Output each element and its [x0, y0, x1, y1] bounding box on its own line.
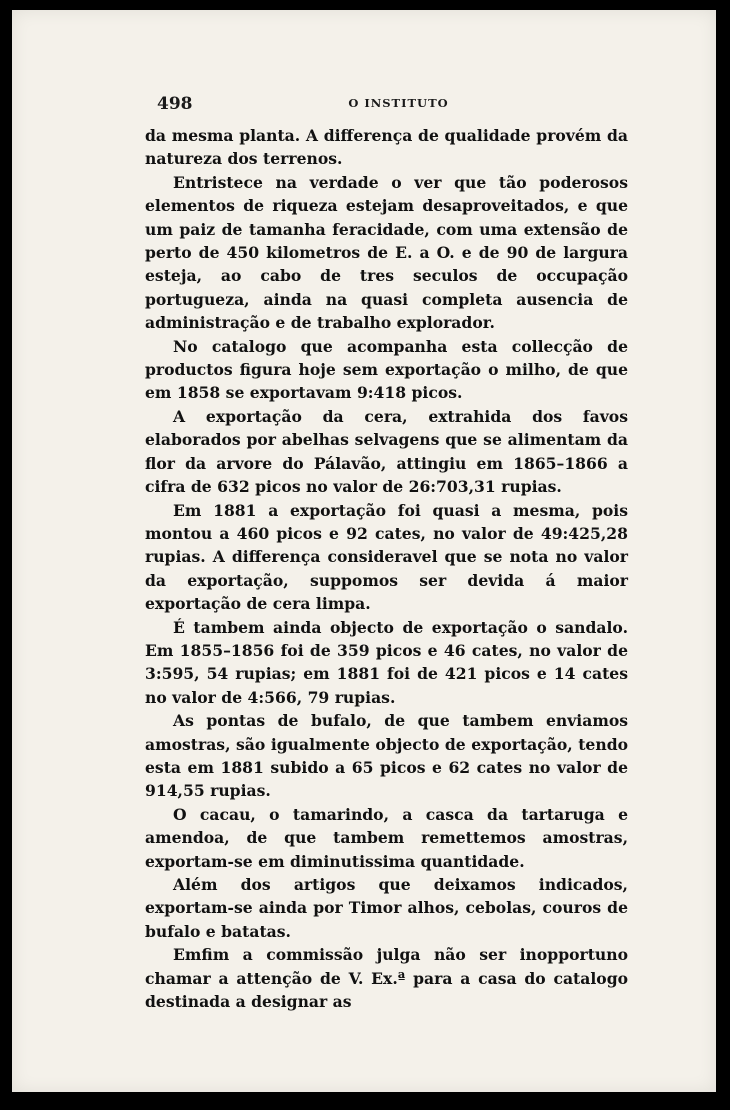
paragraph: Em 1881 a exportação foi quasi a mesma, pois montou a 460 picos e 92 cates, no valor de 49:425,28 rupias. A differença consideravel que se nota no valor da exportação, suppomos ser devida á maior exportação de cera limpa.	[145, 500, 628, 614]
paragraph: da mesma planta. A differença de qualidade provém da natureza dos terrenos.	[145, 126, 628, 169]
paragraph: A exportação da cera, extrahida dos favos elaborados por abelhas selvagens que se alimentam da flor da arvore do Pálavão, attingiu em 1865–1866 a cifra de 632 picos no valor de 26:703,31 rupias.	[145, 406, 628, 497]
paragraph: Entristece na verdade o ver que tão poderosos elementos de riqueza estejam desaproveitados, e que um paiz de tamanha feracidade, com uma extensão de perto de 450 kilometros de E. a O. e de 90 de largura esteja, ao cabo de tres seculos de occupação portugueza, ainda na quasi completa ausencia de administração e de trabalho explorador.	[145, 172, 628, 333]
running-head: O INSTITUTO	[348, 96, 449, 110]
paragraph: Além dos artigos que deixamos indicados, exportam-se ainda por Timor alhos, cebolas, couros de bufalo e batatas.	[145, 875, 628, 941]
page-header	[157, 94, 640, 116]
paragraph: O cacau, o tamarindo, a casca da tartaruga e amendoa, de que tambem remettemos amostras, exportam-se em diminutissima quantidade.	[145, 804, 628, 871]
text-body	[145, 124, 628, 1013]
paragraph: É tambem ainda objecto de exportação o sandalo. Em 1855–1856 foi de 359 picos e 46 cates, no valor de 3:595, 54 rupias; em 1881 foi de 421 picos e 14 cates no valor de 4:566, 79 rupias.	[145, 617, 628, 707]
paragraph: No catalogo que acompanha esta collecção de productos figura hoje sem exportação o milho, de que em 1858 se exportavam 9:418 picos.	[145, 336, 628, 403]
paragraph: As pontas de bufalo, de que tambem enviamos amostras, são igualmente objecto de exportação, tendo esta em 1881 subido a 65 picos e 62 cates no valor de 914,55 rupias.	[145, 711, 628, 801]
page-number: 498	[157, 94, 193, 114]
paragraph: Emfim a commissão julga não ser inopportuno chamar a attenção de V. Ex.ª para a casa do catalogo destinada a designar as	[145, 945, 628, 1012]
